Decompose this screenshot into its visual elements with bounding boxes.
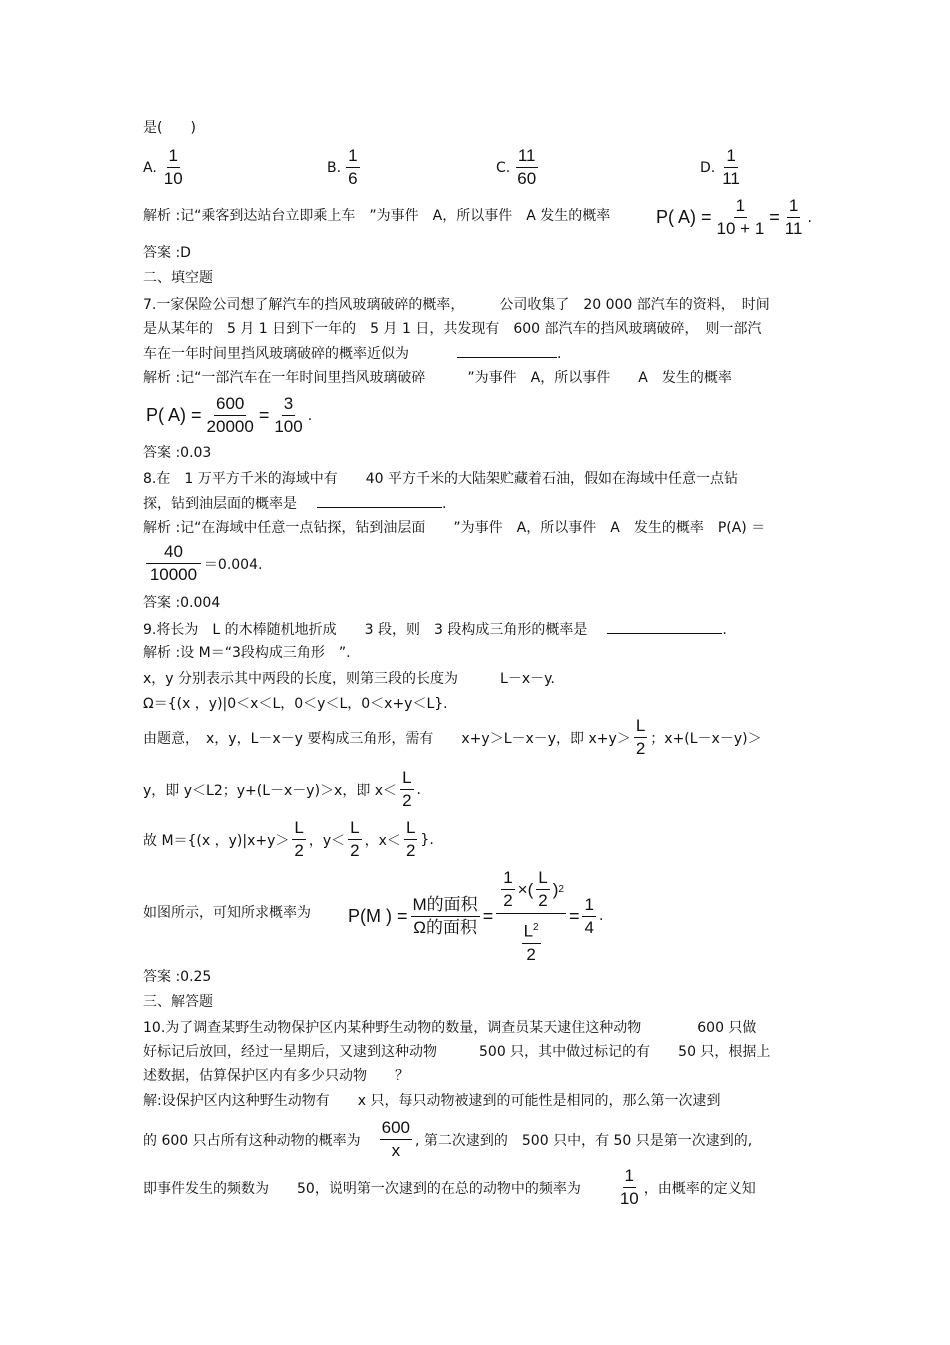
numerator: L	[404, 818, 417, 840]
formula-lhs: P( A) =	[146, 405, 202, 425]
q7-line-3: 车在一年时间里挡风玻璃破碎的概率近似为 .	[143, 343, 561, 364]
q10-solution-2	[143, 1118, 752, 1161]
numerator: 600	[380, 1118, 412, 1140]
fraction-l-over-2	[634, 716, 647, 759]
section-solutions: 三、解答题	[143, 994, 213, 1010]
q6-answer: 答案 :D	[143, 245, 191, 261]
denominator: 20000	[206, 417, 254, 436]
fraction	[205, 394, 256, 437]
denominator: 100	[274, 417, 303, 436]
denominator: 2	[526, 944, 536, 964]
compound-fraction	[496, 868, 566, 965]
answer-blank	[607, 619, 722, 634]
set-text: }.	[420, 831, 434, 848]
numerator: L	[348, 818, 361, 840]
q9-xy-line: x，y 分别表示其中两段的长度，则第三段的长度为 L－x－y.	[143, 671, 555, 687]
q8-line-2: 探，钻到油层面的概率是 .	[143, 493, 446, 514]
numerator: M的面积	[411, 895, 480, 917]
compound-denominator	[517, 914, 546, 965]
denominator: 10 + 1	[716, 219, 765, 238]
numerator: 3	[282, 394, 295, 416]
denominator: 11	[784, 219, 803, 238]
numerator: 1	[582, 895, 595, 917]
q9-condition-2	[143, 768, 421, 811]
denominator: Ω的面积	[413, 917, 477, 937]
q9-set-m	[143, 818, 434, 861]
set-text: ，x＜	[364, 832, 401, 849]
fraction	[783, 196, 805, 239]
denominator: 2	[405, 841, 416, 860]
q6-tail: 是( )	[143, 120, 196, 136]
denominator: 10000	[149, 565, 198, 584]
q10-solution-3	[143, 1166, 756, 1209]
times-paren: ×(	[517, 879, 534, 899]
exponent: 2	[558, 883, 564, 895]
l-symbol: L	[523, 921, 534, 941]
fraction-l-squared-over-2	[522, 918, 541, 965]
option-label: B.	[327, 159, 342, 176]
numerator: 40	[146, 542, 201, 564]
option-b	[327, 146, 363, 189]
formula-lhs: P( A) =	[656, 207, 712, 227]
q7-line-3-text: 车在一年时间里挡风玻璃破碎的概率近似为	[143, 346, 409, 362]
numerator: 1	[623, 1166, 636, 1188]
q6-analysis: 解析 :记“乘客到达站台立即乘上车 ”为事件 A，所以事件 A 发生的概率	[143, 208, 611, 224]
q8-formula	[143, 542, 262, 585]
period: .	[307, 407, 313, 424]
denominator: 6	[348, 169, 358, 188]
q9-line-1: 9.将长为 L 的木棒随机地折成 3 段，则 3 段构成三角形的概率是 .	[143, 619, 727, 640]
fraction-l-over-2	[536, 868, 549, 911]
condition-text: ；x+(L－x－y)＞	[650, 730, 762, 747]
q6-formula	[656, 196, 812, 239]
fraction-1-over-10	[618, 1166, 641, 1209]
q10-line-1: 10.为了调查某野生动物保护区内某种野生动物的数量，调查员某天逮住这种动物 600 只做	[143, 1020, 757, 1036]
denominator: 2	[402, 791, 412, 810]
fraction-one-quarter	[582, 895, 595, 938]
denominator: 2	[635, 739, 646, 758]
denominator: 11	[722, 169, 740, 188]
numerator: 600	[214, 394, 246, 416]
numerator: 1	[167, 146, 180, 168]
formula-lhs: P(M ) =	[348, 905, 408, 926]
option-fraction	[720, 146, 742, 189]
q7-line-1: 7.一家保险公司想了解汽车的挡风玻璃破碎的概率， 公司收集了 20 000 部汽车的资料， 时间	[143, 297, 770, 313]
fraction	[146, 542, 201, 585]
solution-text: 即事件发生的频数为 50，说明第一次逮到的在总的动物中的频率为	[143, 1180, 581, 1197]
denominator: 4	[584, 917, 594, 937]
set-text: ，y＜	[308, 832, 346, 849]
q8-line-1: 8.在 1 万平方千米的海域中有 40 平方千米的大陆架贮藏着石油，假如在海域中任意一点钻	[143, 471, 738, 487]
numerator: 1	[501, 868, 514, 890]
q7-answer: 答案 :0.03	[143, 445, 212, 461]
solution-text: , 第二次逮到的 500 只中，有 50 只是第一次逮到的,	[415, 1132, 753, 1149]
denominator: 10	[163, 169, 183, 188]
denominator: 2	[350, 841, 360, 860]
fraction-one-half	[501, 868, 514, 911]
denominator: 2	[294, 841, 304, 860]
numerator: L	[536, 868, 549, 890]
numerator	[522, 918, 541, 944]
numerator: L	[292, 818, 305, 840]
q9-probability-formula	[348, 868, 603, 965]
section-fill-in: 二、填空题	[143, 270, 213, 286]
equals-sign: =	[258, 405, 270, 425]
numerator: 1	[724, 146, 737, 168]
denominator: 60	[517, 169, 537, 188]
fraction-l-over-2	[400, 768, 413, 811]
option-label: A.	[143, 159, 157, 176]
set-text: 故 M＝{(x ，y)|x+y＞	[143, 832, 290, 849]
q9-analysis: 解析 :设 M＝“3段构成三角形 ”.	[143, 645, 351, 661]
answer-blank	[317, 493, 442, 508]
solution-text: 的 600 只占所有这种动物的概率为	[143, 1132, 361, 1149]
fraction	[272, 394, 304, 437]
q10-line-2: 好标记后放回，经过一星期后，又逮到这种动物 500 只，其中做过标记的有 50 只，根据上	[143, 1044, 771, 1060]
option-d	[700, 146, 745, 189]
q10-line-3: 述数据，估算保护区内有多少只动物 ？	[143, 1068, 409, 1084]
option-fraction	[515, 146, 538, 189]
equals-sign: =	[568, 905, 580, 926]
area-ratio-fraction	[411, 895, 480, 938]
denominator: x	[391, 1141, 401, 1160]
period: .	[598, 908, 604, 925]
q7-analysis: 解析 :记“一部汽车在一年时间里挡风玻璃破碎 ”为事件 A，所以事件 A 发生的概率	[143, 370, 732, 386]
option-c	[496, 146, 541, 189]
q9-figure-text: 如图所示，可知所求概率为	[143, 905, 311, 921]
fraction-l-over-2	[292, 818, 305, 861]
option-fraction	[162, 146, 185, 189]
q7-formula	[146, 394, 312, 437]
option-fraction	[346, 146, 359, 189]
q9-line-1-text: 9.将长为 L 的木棒随机地折成 3 段，则 3 段构成三角形的概率是	[143, 622, 588, 638]
numerator: 1	[734, 196, 747, 218]
denominator: 2	[503, 891, 513, 910]
q8-result: ＝0.004.	[203, 556, 263, 573]
q7-line-2: 是从某年的 5 月 1 日到下一年的 5 月 1 日，共发现有 600 部汽车的挡风玻璃破碎， 则一部汽	[143, 321, 762, 337]
exponent: 2	[533, 922, 539, 933]
solution-text: ，由概率的定义知	[643, 1180, 756, 1197]
q8-answer: 答案 :0.004	[143, 595, 221, 611]
option-label: D.	[700, 159, 716, 176]
q8-analysis: 解析 :记“在海域中任意一点钻探，钻到油层面 ”为事件 A，所以事件 A 发生的概率 P(A) ＝	[143, 520, 766, 536]
period: .	[416, 781, 421, 798]
equals-sign: =	[769, 207, 780, 227]
numerator: 11	[516, 146, 538, 168]
fraction-l-over-2	[348, 818, 361, 861]
condition-text: 由题意， x，y，L－x－y 要构成三角形，需有 x+y＞L－x－y，即 x+y＞	[143, 730, 631, 747]
q10-solution-1: 解:设保护区内这种野生动物有 x 只，每只动物被逮到的可能性是相同的，那么第一次逮到	[143, 1093, 721, 1109]
numerator: L	[634, 716, 647, 738]
compound-numerator	[496, 868, 566, 914]
q9-answer: 答案 :0.25	[143, 969, 212, 985]
numerator: L	[400, 768, 413, 790]
period: .	[807, 209, 812, 226]
q9-condition-1	[143, 716, 762, 759]
fraction-600-over-x	[380, 1118, 412, 1161]
condition-text: y，即 y＜L2；y+(L－x－y)＞x，即 x＜	[143, 782, 398, 799]
numerator: 1	[346, 146, 359, 168]
option-label: C.	[496, 159, 511, 176]
denominator: 10	[619, 1189, 639, 1208]
fraction-l-over-2	[404, 818, 417, 861]
denominator: 2	[538, 891, 548, 910]
fraction	[715, 196, 767, 239]
numerator: 1	[787, 196, 800, 218]
equals-sign: =	[482, 905, 494, 926]
close-paren: )	[552, 879, 559, 899]
option-a	[143, 146, 188, 189]
q9-omega: Ω＝{(x ，y)|0＜x＜L，0＜y＜L，0＜x+y＜L}.	[143, 696, 448, 712]
answer-blank	[457, 343, 557, 358]
q8-line-2-text: 探，钻到油层面的概率是	[143, 496, 297, 512]
